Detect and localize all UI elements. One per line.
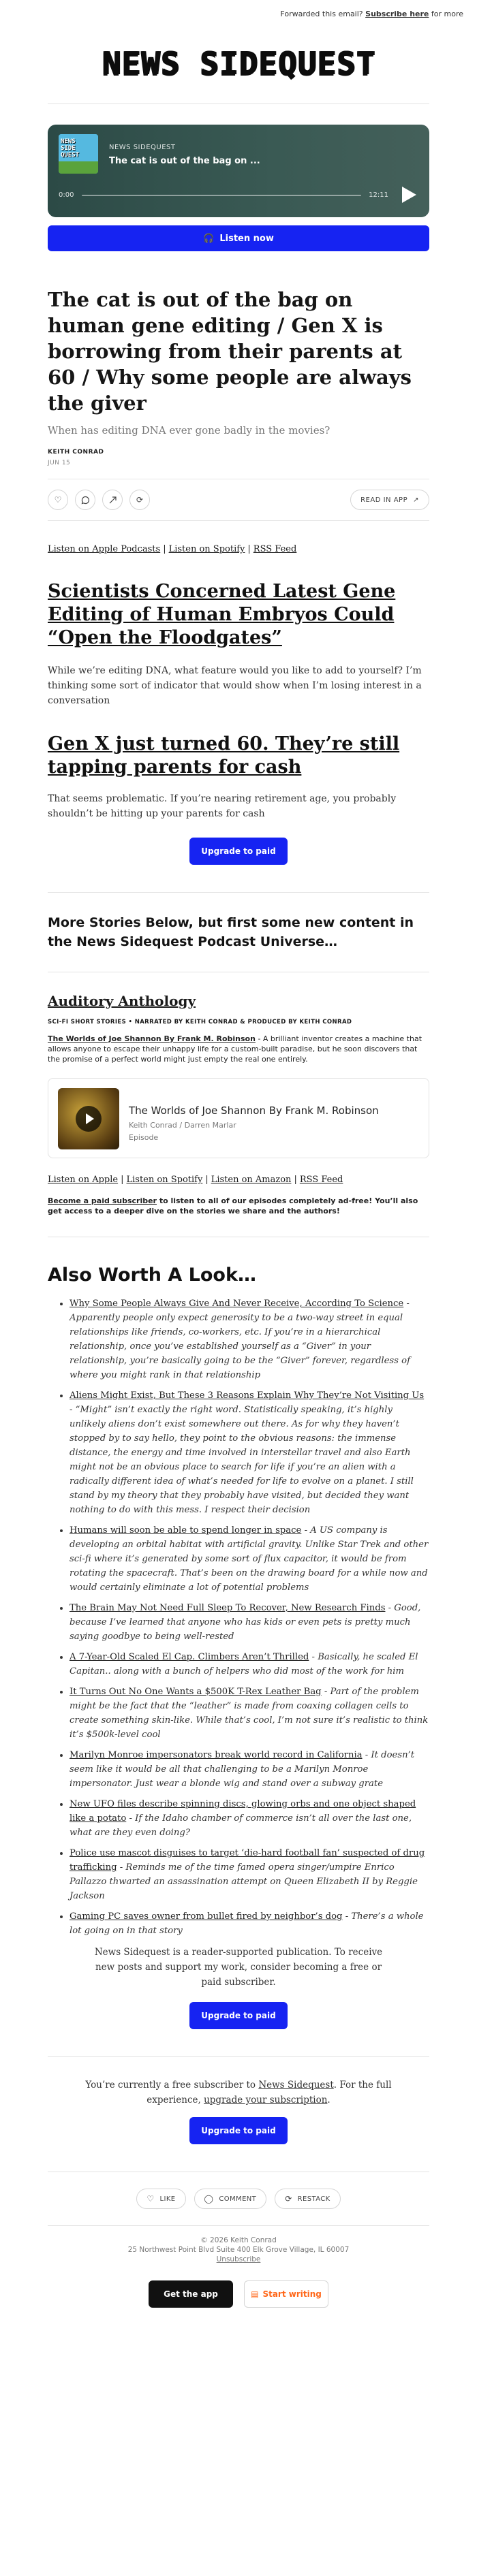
divider [48,2225,429,2226]
anthology-title[interactable]: Auditory Anthology [48,993,196,1009]
read-in-app-label: READ IN APP [360,496,408,504]
free-sub-post: . [327,2095,330,2105]
divider [48,2056,429,2057]
separator: | [294,1175,297,1185]
separator: | [247,544,251,554]
reader-supported-text: News Sidequest is a reader-supported publication. To receive new posts and support my work, consider becoming a free or paid subscriber. [94,1947,383,1988]
separator: | [163,544,166,554]
rss-feed-link[interactable]: RSS Feed [253,544,297,554]
worth-item-note: - “Might” isn’t exactly the right word. Statistically speaking, it’s highly unlikely aliens don’t exist somewhere out there. As for why they haven’t stopped by to say hello, they point to the obvious reasons: the immense distance, the energy and time involved in interstellar travel and also Earth might not be an obvious place to search for life if you’re an alien with a radically different idea of what’s needed for life to evolve on a planet. I still stand by my theory that they probably have visited, but decided they want nothing to do with this mess. I respect their decision [70,1405,414,1515]
episode-authors: Keith Conrad / Darren Marlar [129,1121,236,1130]
restack-icon[interactable]: ⟳ [129,490,150,510]
footer-buttons [48,2280,429,2308]
paid-promo-text: to listen to all of our episodes completely ad-free! You’ll also get access to a deeper dive on the stories we share and the authors! [48,1196,418,1215]
worth-item-note: - Apparently people only expect generosity to be a two-way street in equal relationships like friends, co-workers, etc. If you’re in a hierarchical relationship, once you’ve established yourself as a “Giver” in your relationship, you’re basically going to be the “Giver” forever, regardless of where you might rank in that relationship [70,1299,410,1380]
restack-button[interactable] [275,2189,340,2209]
worth-item-note: - Part of the problem might be the fact that the “leather” is made from coaxing collagen cells to create something skin-like. While that’s cool, I’m not sure it’s realistic to think it’s $500k-level cool [70,1687,429,1740]
apple-link[interactable]: Listen on Apple [48,1175,119,1185]
paid-subscriber-link[interactable]: Become a paid subscriber [48,1196,157,1205]
upgrade-button-2[interactable]: Upgrade to paid [189,2002,288,2029]
listen-now-label: Listen now [219,233,274,244]
worth-item-note: - If the Idaho chamber of commerce isn’t all over the last one, what are they even doing? [70,1813,412,1838]
read-in-app-button[interactable] [350,490,429,510]
listen-now-button[interactable] [48,225,429,251]
story-2-title[interactable]: Gen X just turned 60. They’re still tapping parents for cash [48,733,400,778]
worth-item-note: - Basically, he scaled El Capitan.. along with a bunch of helpers who did most of the work for him [70,1652,418,1676]
worth-item [70,1601,429,1644]
artwork-grass [59,161,98,174]
worth-item-note: - A US company is developing an orbital habitat with artificial gravity. Unlike Star Trek and other sci-fi where it’s generated by some sort of flux capacitor, it would be from rotating the spacecraft. That’s been on the drawing board for a while now and would certainly eliminate a lot of potential problems [70,1525,429,1593]
worth-item-link[interactable]: Marilyn Monroe impersonators break world record in California [70,1750,363,1760]
apple-podcasts-link[interactable]: Listen on Apple Podcasts [48,544,161,554]
substack-icon: ▤ [251,2289,259,2299]
rss-feed-link[interactable]: RSS Feed [299,1175,343,1185]
forwarded-text: Forwarded this email? [280,10,363,18]
worth-item [70,1748,429,1791]
start-writing-label: Start writing [262,2289,322,2299]
podcast-artwork [59,134,98,174]
restack-label: RESTACK [297,2195,330,2203]
audio-player[interactable] [48,125,429,217]
worth-item-link[interactable]: It Turns Out No One Wants a $500K T-Rex Leather Bag [70,1687,322,1697]
restack-icon: ⟳ [285,2194,292,2204]
post-subtitle: When has editing DNA ever gone badly in the movies? [48,424,330,436]
footer [48,2236,429,2264]
post-author[interactable]: KEITH CONRAD [48,449,104,456]
episode-card[interactable] [48,1078,429,1158]
worth-list [48,1297,429,1938]
free-sub-pre: You’re currently a free subscriber to [85,2080,259,2090]
masthead[interactable] [0,23,477,104]
more-stories-heading: More Stories Below, but first some new content in the News Sidequest Podcast Universe… [48,915,414,949]
worth-item [70,1388,429,1517]
player-publisher: NEWS SIDEQUEST [109,144,176,151]
anthology-links [48,1175,429,1185]
start-writing-button[interactable] [244,2280,328,2308]
worth-item-link[interactable]: A 7-Year-Old Scaled El Cap. Climbers Aren’t Thrilled [70,1652,309,1662]
podcast-links [48,544,429,554]
worth-item [70,1685,429,1742]
anthology-tagline: SCI-FI SHORT STORIES • NARRATED BY KEITH CONRAD & PRODUCED BY KEITH CONRAD [48,1019,352,1025]
worth-item [70,1297,429,1382]
episode-link[interactable]: The Worlds of Joe Shannon By Frank M. Robinson [48,1034,256,1043]
worth-item-link[interactable]: Aliens Might Exist, But These 3 Reasons Explain Why They’re Not Visiting Us [70,1390,425,1401]
spotify-link[interactable]: Listen on Spotify [126,1175,203,1185]
play-icon[interactable] [76,1106,102,1132]
player-title: The cat is out of the bag on ... [109,156,260,166]
episode-desc-text: - A brilliant inventor creates a machine that allows anyone to escape their unhappy life for a custom-built paradise, but he soon discovers that the promise of a perfect world might just empty the real one entirely. [48,1034,422,1064]
forwarded-bar [0,0,477,23]
post-title[interactable]: The cat is out of the bag on human gene editing / Gen X is borrowing from their parents at 60 / Why some people are always the giver [48,288,412,415]
play-icon[interactable] [399,185,418,205]
episode-title: The Worlds of Joe Shannon By Frank M. Robinson [129,1104,379,1117]
share-icon[interactable] [102,490,123,510]
worth-item-link[interactable]: Why Some People Always Give And Never Receive, According To Science [70,1299,404,1309]
address: 25 Northwest Point Blvd Suite 400 Elk Grove Village, IL 60007 [127,2246,350,2254]
worth-item-link[interactable]: Police use mascot disguises to target ‘die-hard football fan’ suspected of drug trafficking [70,1848,425,1873]
worth-item-link[interactable]: Humans will soon be able to spend longer in space [70,1525,302,1536]
spotify-link[interactable]: Listen on Spotify [168,544,245,554]
player-time-end: 12:11 [369,191,388,199]
worth-item [70,1909,429,1938]
separator: | [121,1175,124,1185]
copyright: © 2026 Keith Conrad [200,2236,277,2244]
episode-type: Episode [129,1133,159,1142]
forwarded-tail: for more [431,10,463,18]
amazon-link[interactable]: Listen on Amazon [211,1175,292,1185]
comment-button[interactable] [194,2189,267,2209]
arrow-up-right-icon: ↗ [413,496,419,504]
like-button[interactable] [136,2189,185,2209]
free-sub-mid: . For the full experience, [147,2080,392,2105]
separator: | [205,1175,209,1185]
free-subscriber-text [61,2078,416,2108]
worth-item [70,1797,429,1840]
headphones-icon: 🎧 [203,233,215,244]
worth-item [70,1846,429,1903]
upgrade-subscription-link[interactable]: upgrade your subscription [204,2095,328,2105]
post-actions [48,479,429,521]
worth-item-link[interactable]: Gaming PC saves owner from bullet fired by neighbor’s dog [70,1911,343,1922]
comment-label: COMMENT [219,2195,257,2203]
divider [48,892,429,893]
story-2-body: That seems problematic. If you’re nearing retirement age, you probably shouldn’t be hitting up your parents for cash [48,793,397,819]
subscribe-link[interactable]: Subscribe here [365,10,429,18]
worth-item-note: - There’s a whole lot going on in that story [70,1911,424,1936]
episode-description [48,1034,429,1064]
artwork-text: NEWS SIDE QUEST [61,138,80,159]
player-progress-bar[interactable] [82,195,361,196]
paid-promo [48,1196,429,1216]
worth-item-link[interactable]: New UFO files describe spinning discs, glowing orbs and one object shaped like a potato [70,1799,416,1824]
upgrade-button[interactable]: Upgrade to paid [189,838,288,865]
heart-icon: ♡ [147,2194,155,2204]
comment-icon[interactable] [75,490,95,510]
like-icon[interactable]: ♡ [48,490,68,510]
unsubscribe-link[interactable]: Unsubscribe [216,2255,261,2263]
get-the-app-button[interactable]: Get the app [149,2280,233,2308]
like-label: LIKE [159,2195,176,2203]
worth-item-note: - It doesn’t seem like it would be all that challenging to be a Marilyn Monroe impersonator. Just wear a blonde wig and stand over a subway grate [70,1750,415,1789]
story-1-body: While we’re editing DNA, what feature would you like to add to yourself? I’m thinking some sort of indicator that would show when I’m losing interest in a conversation [48,665,422,706]
story-1-title[interactable]: Scientists Concerned Latest Gene Editing of Human Embryos Could “Open the Floodgates” [48,581,396,648]
worth-item [70,1523,429,1595]
comment-icon: ◯ [204,2194,214,2204]
publication-logo[interactable]: NEWS SIDEQUEST [102,45,375,82]
player-time-start: 0:00 [59,191,74,199]
upgrade-button-3[interactable]: Upgrade to paid [189,2117,288,2144]
footer-actions [48,2189,429,2209]
worth-item [70,1650,429,1679]
worth-item-note: - Good, because I’ve learned that anyone who has kids or even pets is pretty much saying goodbye to being well-rested [70,1603,421,1642]
post-date: JUN 15 [48,460,71,466]
worth-heading: Also Worth A Look… [48,1265,256,1286]
worth-item-note: - Reminds me of the time famed opera singer/umpire Enrico Pallazzo thwarted an assassination attempt on Queen Elizabeth II by Reggie Jackson [70,1862,418,1901]
publication-link[interactable]: News Sidequest [258,2080,334,2090]
worth-item-link[interactable]: The Brain May Not Need Full Sleep To Recover, New Research Finds [70,1603,386,1613]
